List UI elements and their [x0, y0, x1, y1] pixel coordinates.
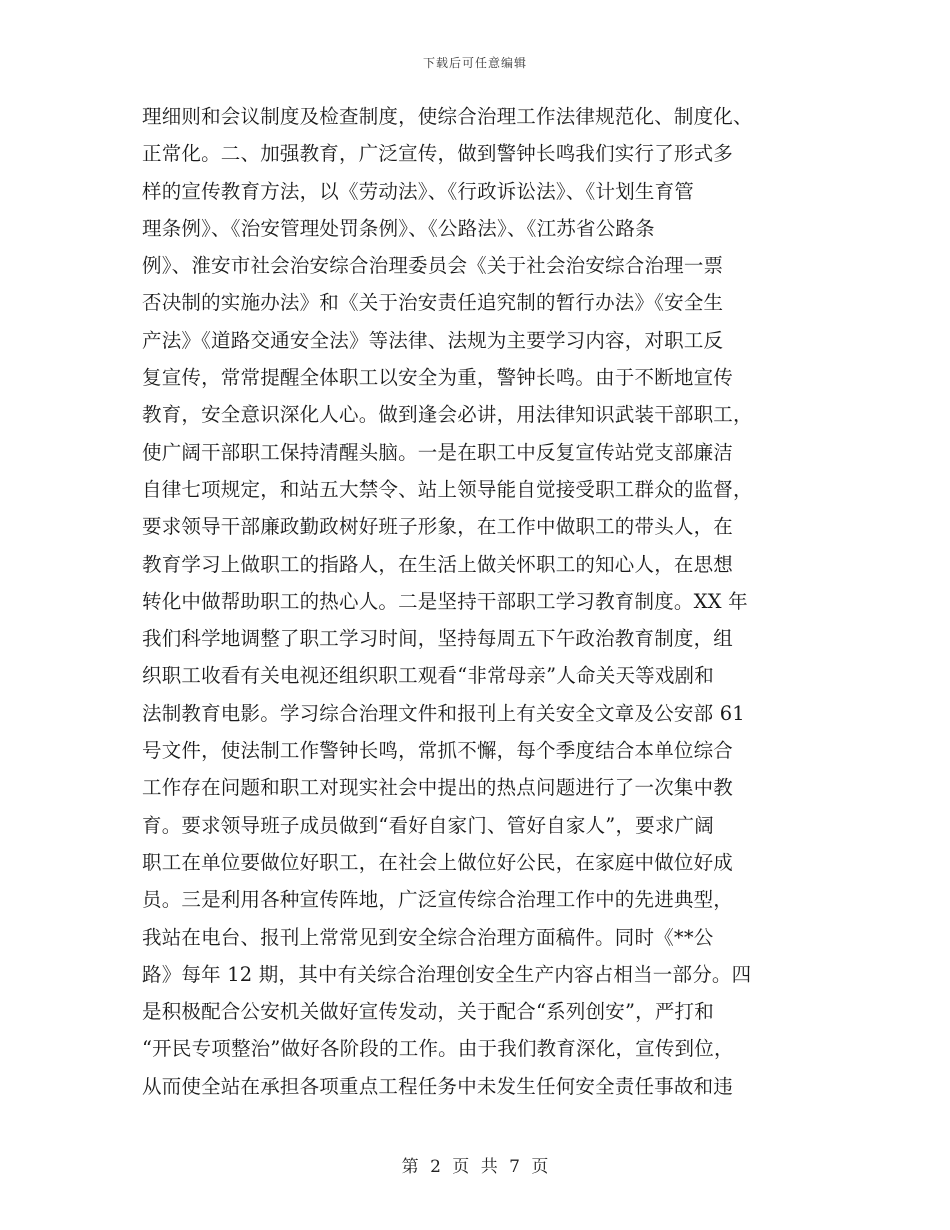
body-line: 转化中做帮助职工的热心人。二是坚持干部职工学习教育制度。XX 年	[142, 589, 748, 613]
page-header: 下载后可任意编辑	[422, 56, 527, 70]
body-line: 正常化。二、加强教育，广泛宣传，做到警钟长鸣我们实行了形式多	[142, 142, 734, 166]
body-line: 样的宣传教育方法，以《劳动法》、《行政诉讼法》、《计划生育管	[142, 179, 695, 203]
body-line: “开民专项整治”做好各阶段的工作。由于我们教育深化，宣传到位，	[142, 1037, 734, 1061]
body-line: 要求领导干部廉政勤政树好班子形象，在工作中做职工的带头人，在	[142, 515, 734, 539]
body-line: 工作存在问题和职工对现实社会中提出的热点问题进行了一次集中教	[142, 776, 734, 800]
body-line: 复宣传，常常提醒全体职工以安全为重，警钟长鸣。由于不断地宣传	[142, 366, 734, 390]
body-line: 自律七项规定，和站五大禁令、站上领导能自觉接受职工群众的监督，	[142, 477, 753, 501]
body-line: 使广阔干部职工保持清醒头脑。一是在职工中反复宣传站党支部廉洁	[142, 440, 734, 464]
body-line: 教育，安全意识深化人心。做到逢会必讲，用法律知识武装干部职工，	[142, 403, 753, 427]
document-body	[142, 98, 814, 1105]
body-line: 是积极配合公安机关做好宣传发动，关于配合“系列创安”，严打和	[142, 1000, 714, 1024]
body-line: 育。要求领导班子成员做到“看好自家门、管好自家人”，要求广阔	[142, 813, 714, 837]
body-line: 教育学习上做职工的指路人，在生活上做关怀职工的知心人，在思想	[142, 552, 734, 576]
body-line: 理细则和会议制度及检查制度，使综合治理工作法律规范化、制度化、	[142, 105, 753, 128]
body-line: 号文件，使法制工作警钟长鸣，常抓不懈，每个季度结合本单位综合	[142, 739, 734, 763]
body-line: 产法》《道路交通安全法》等法律、法规为主要学习内容，对职工反	[142, 328, 724, 352]
body-line: 员。三是利用各种宣传阵地，广泛宣传综合治理工作中的先进典型，	[142, 888, 734, 912]
body-line: 法制教育电影。学习综合治理文件和报刊上有关安全文章及公安部 61	[142, 701, 745, 725]
body-line: 理条例》、《治安管理处罚条例》、《公路法》、《江苏省公路条	[142, 216, 655, 240]
body-line: 路》每年 12 期，其中有关综合治理创安全生产内容占相当一部分。四	[142, 962, 752, 986]
body-line: 我站在电台、报刊上常常见到安全综合治理方面稿件。同时《**公	[142, 925, 714, 949]
body-line: 我们科学地调整了职工学习时间，坚持每周五下午政治教育制度，组	[142, 627, 734, 651]
body-line: 否决制的实施办法》和《关于治安责任追究制的暂行办法》《安全生	[142, 291, 724, 315]
page-number-footer: 第 2 页 共 7 页	[401, 1157, 549, 1177]
body-line: 织职工收看有关电视还组织职工观看“非常母亲”人命关天等戏剧和	[142, 664, 714, 688]
body-line: 职工在单位要做位好职工，在社会上做位好公民，在家庭中做位好成	[142, 850, 734, 874]
body-line: 从而使全站在承担各项重点工程任务中未发生任何安全责任事故和违	[142, 1074, 734, 1098]
body-line: 例》、淮安市社会治安综合治理委员会《关于社会治安综合治理一票	[142, 254, 724, 278]
